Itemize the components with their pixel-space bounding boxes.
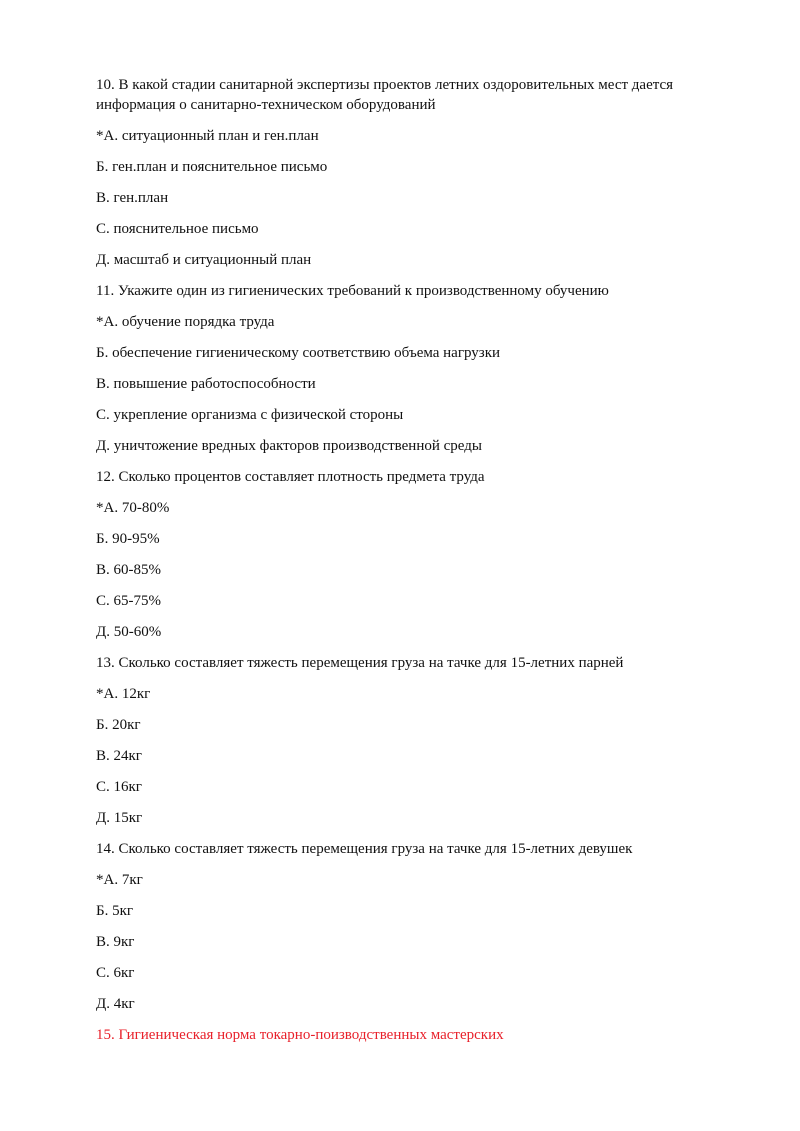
question-text: 14. Сколько составляет тяжесть перемещения груза на тачке для 15-летних девушек — [96, 841, 633, 857]
answer-option: В. ген.план — [96, 190, 169, 206]
question-text: 11. Укажите один из гигиенических требований к производственному обучению — [96, 283, 609, 299]
answer-option: Б. 90-95% — [96, 531, 160, 547]
answer-option: *А. 7кг — [96, 872, 143, 888]
question-10 — [96, 75, 736, 270]
answer-option: *А. 70-80% — [96, 500, 170, 516]
answer-option: С. пояснительное письмо — [96, 221, 259, 237]
answer-option: *А. обучение порядка труда — [96, 314, 275, 330]
question-text-highlighted: 15. Гигиеническая норма токарно-поизводственных мастерских — [96, 1027, 504, 1043]
answer-option: Б. обеспечение гигиеническому соответствию объема нагрузки — [96, 345, 501, 361]
question-11 — [96, 281, 736, 456]
answer-option: Б. ген.план и пояснительное письмо — [96, 159, 328, 175]
answer-option: Д. 50-60% — [96, 624, 162, 640]
answer-option: С. 6кг — [96, 965, 135, 981]
document-content — [96, 75, 736, 1056]
question-15 — [96, 1025, 736, 1045]
answer-option: В. 9кг — [96, 934, 135, 950]
question-text: 12. Сколько процентов составляет плотность предмета труда — [96, 469, 485, 485]
question-12 — [96, 467, 736, 642]
answer-option: В. 24кг — [96, 748, 142, 764]
answer-option: *А. ситуационный план и ген.план — [96, 128, 319, 144]
question-text: 13. Сколько составляет тяжесть перемещения груза на тачке для 15-летних парней — [96, 655, 624, 671]
answer-option: В. повышение работоспособности — [96, 376, 316, 392]
answer-option: С. 16кг — [96, 779, 142, 795]
answer-option: *А. 12кг — [96, 686, 151, 702]
answer-option: Б. 20кг — [96, 717, 141, 733]
question-14 — [96, 839, 736, 1014]
question-text: 10. В какой стадии санитарной экспертизы проектов летних оздоровительных мест дается информация о санитарно-техническом оборудований — [96, 77, 674, 113]
answer-option: Д. 15кг — [96, 810, 143, 826]
answer-option: Д. уничтожение вредных факторов производственной среды — [96, 438, 482, 454]
answer-option: С. укрепление организма с физической стороны — [96, 407, 404, 423]
answer-option: С. 65-75% — [96, 593, 161, 609]
answer-option: Д. 4кг — [96, 996, 135, 1012]
answer-option: Б. 5кг — [96, 903, 134, 919]
answer-option: Д. масштаб и ситуационный план — [96, 252, 312, 268]
question-13 — [96, 653, 736, 828]
answer-option: В. 60-85% — [96, 562, 161, 578]
